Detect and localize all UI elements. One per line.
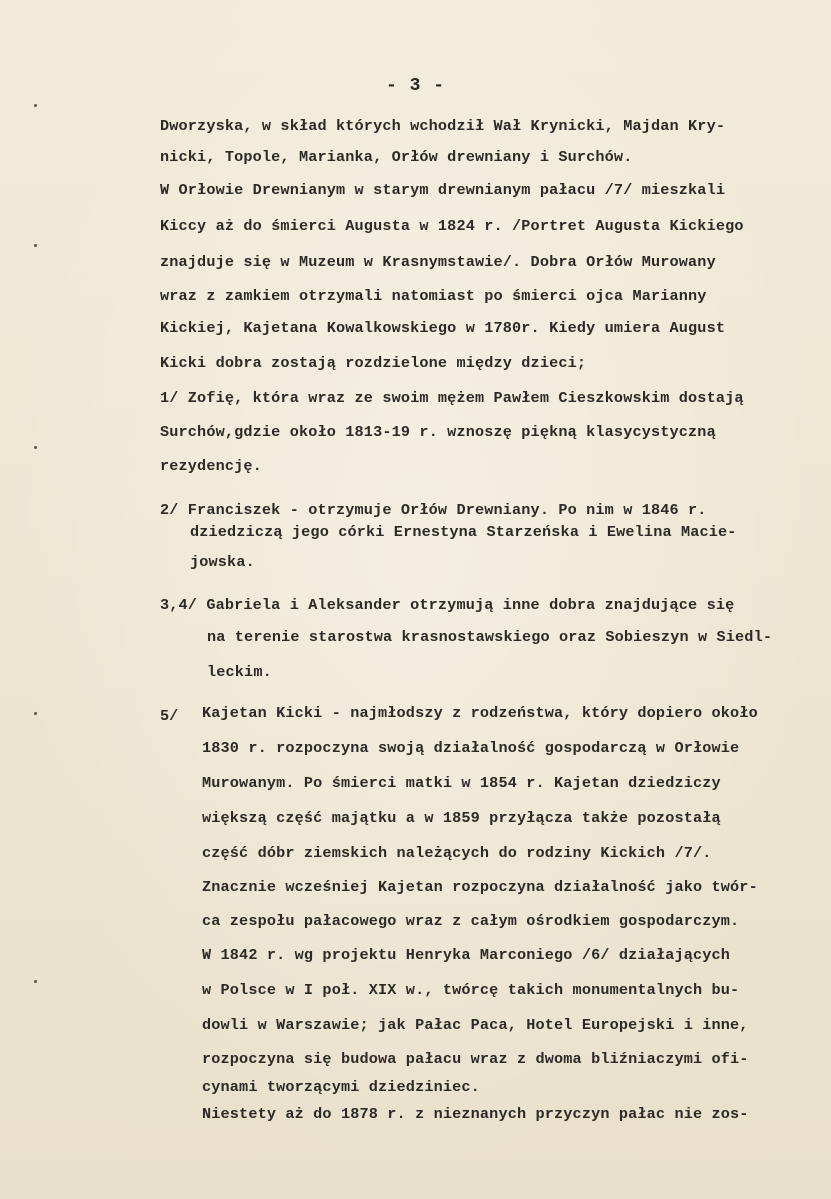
text-line: 3,4/ Gabriela i Aleksander otrzymują inne dobra znajdujące się [160, 596, 735, 614]
text-line: wraz z zamkiem otrzymali natomiast po śmierci ojca Marianny [160, 287, 707, 305]
text-line: Surchów,gdzie około 1813-19 r. wznoszę piękną klasycystyczną [160, 423, 716, 441]
text-line: 1/ Zofię, która wraz ze swoim mężem Pawłem Cieszkowskim dostają [160, 389, 744, 407]
margin-mark [34, 712, 37, 715]
text-line: 1830 r. rozpoczyna swoją działalność gospodarczą w Orłowie [202, 739, 740, 757]
text-line: na terenie starostwa krasnostawskiego oraz Sobieszyn w Siedl- [207, 628, 773, 646]
list-number: 5/ [160, 707, 179, 725]
text-line: Kicki dobra zostają rozdzielone między dzieci; [160, 354, 587, 372]
text-line: Dworzyska, w skład których wchodził Wał Krynicki, Majdan Kry- [160, 117, 726, 135]
text-line: Kickiej, Kajetana Kowalkowskiego w 1780r. Kiedy umiera August [160, 319, 726, 337]
text-line: rozpoczyna się budowa pałacu wraz z dwoma bliźniaczymi ofi- [202, 1050, 749, 1068]
text-line: część dóbr ziemskich należących do rodziny Kickich /7/. [202, 844, 712, 862]
text-line: W Orłowie Drewnianym w starym drewnianym pałacu /7/ mieszkali [160, 181, 726, 199]
text-line: Znacznie wcześniej Kajetan rozpoczyna działalność jako twór- [202, 878, 758, 896]
text-line: dziedziczą jego córki Ernestyna Starzeńska i Ewelina Macie- [190, 523, 737, 541]
text-line: dowli w Warszawie; jak Pałac Paca, Hotel Europejski i inne, [202, 1016, 749, 1034]
text-line: cynami tworzącymi dziedziniec. [202, 1078, 480, 1096]
text-line: leckim. [207, 663, 272, 681]
text-line: Kajetan Kicki - najmłodszy z rodzeństwa, który dopiero około [202, 704, 758, 722]
margin-mark [34, 244, 37, 247]
text-line: znajduje się w Muzeum w Krasnymstawie/. Dobra Orłów Murowany [160, 253, 716, 271]
text-line: jowska. [190, 553, 255, 571]
text-line: Niestety aż do 1878 r. z nieznanych przyczyn pałac nie zos- [202, 1105, 749, 1123]
text-line: Murowanym. Po śmierci matki w 1854 r. Kajetan dziedziczy [202, 774, 721, 792]
margin-mark [34, 980, 37, 983]
text-line: W 1842 r. wg projektu Henryka Marconiego /6/ działających [202, 946, 731, 964]
text-line: Kiccy aż do śmierci Augusta w 1824 r. /Portret Augusta Kickiego [160, 217, 744, 235]
text-line: większą część majątku a w 1859 przyłącza także pozostałą [202, 809, 721, 827]
margin-mark [34, 446, 37, 449]
page-number: - 3 - [385, 76, 445, 96]
text-line: ca zespołu pałacowego wraz z całym ośrodkiem gospodarczym. [202, 912, 740, 930]
text-line: rezydencję. [160, 457, 262, 475]
text-line: 2/ Franciszek - otrzymuje Orłów Drewniany. Po nim w 1846 r. [160, 501, 707, 519]
text-line: nicki, Topole, Marianka, Orłów drewniany i Surchów. [160, 148, 633, 166]
text-line: w Polsce w I poł. XIX w., twórcę takich monumentalnych bu- [202, 981, 740, 999]
margin-mark [34, 104, 37, 107]
